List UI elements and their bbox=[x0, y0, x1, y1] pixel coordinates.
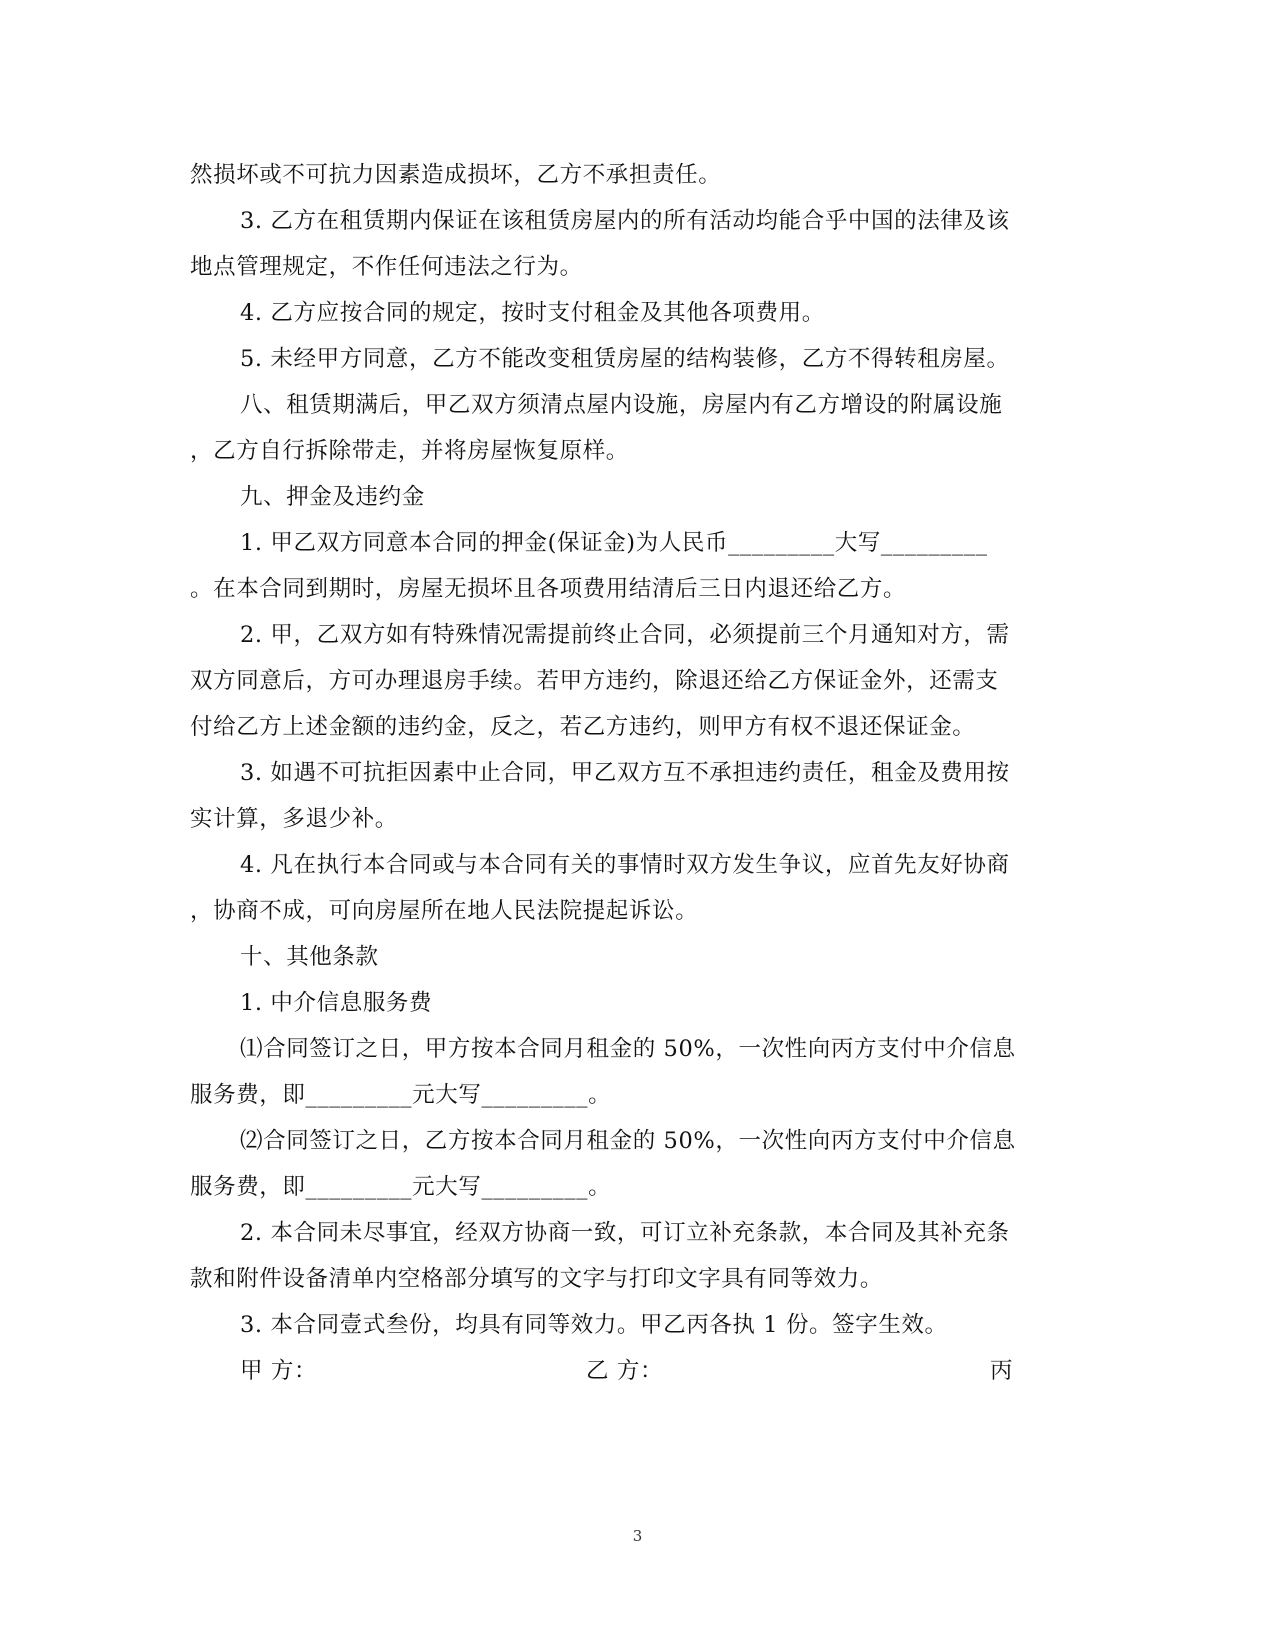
text-line: 。在本合同到期时，房屋无损坏且各项费用结清后三日内退还给乙方。 bbox=[190, 576, 907, 602]
text-line: ⑵合同签订之日，乙方按本合同月租金的 50%，一次性向丙方支付中介信息 bbox=[240, 1128, 1016, 1154]
text-line: 2. 甲，乙双方如有特殊情况需提前终止合同，必须提前三个月通知对方，需 bbox=[240, 622, 1010, 648]
text-line: 款和附件设备清单内空格部分填写的文字与打印文字具有同等效力。 bbox=[190, 1266, 884, 1292]
text-line: 实计算，多退少补。 bbox=[190, 806, 398, 832]
text-line: 双方同意后，方可办理退房手续。若甲方违约，除退还给乙方保证金外，还需支 bbox=[190, 668, 999, 694]
text-line: 地点管理规定，不作任何违法之行为。 bbox=[190, 254, 583, 280]
section-heading-8: 八、租赁期满后，甲乙双方须清点屋内设施，房屋内有乙方增设的附属设施 bbox=[240, 392, 1003, 418]
signature-party-a: 甲 方： bbox=[240, 1358, 318, 1384]
text-line: 服务费，即_________元大写_________。 bbox=[190, 1082, 612, 1108]
text-line: ⑴合同签订之日，甲方按本合同月租金的 50%，一次性向丙方支付中介信息 bbox=[240, 1036, 1016, 1062]
text-line: 2. 本合同未尽事宜，经双方协商一致，可订立补充条款，本合同及其补充条 bbox=[240, 1220, 1010, 1246]
text-line: 3. 本合同壹式叁份，均具有同等效力。甲乙丙各执 1 份。签字生效。 bbox=[240, 1312, 948, 1338]
text-line: 3. 如遇不可抗拒因素中止合同，甲乙双方互不承担违约责任，租金及费用按 bbox=[240, 760, 1010, 786]
text-line: 4. 凡在执行本合同或与本合同有关的事情时双方发生争议，应首先友好协商 bbox=[240, 852, 1010, 878]
section-heading-10: 十、其他条款 bbox=[240, 944, 379, 970]
text-line: 服务费，即_________元大写_________。 bbox=[190, 1174, 612, 1200]
text-line: 1. 中介信息服务费 bbox=[240, 990, 433, 1016]
text-line: ，协商不成，可向房屋所在地人民法院提起诉讼。 bbox=[190, 898, 699, 924]
text-line: ，乙方自行拆除带走，并将房屋恢复原样。 bbox=[190, 438, 629, 464]
text-line: 3. 乙方在租赁期内保证在该租赁房屋内的所有活动均能合乎中国的法律及该 bbox=[240, 208, 1010, 234]
text-line: 然损坏或不可抗力因素造成损坏，乙方不承担责任。 bbox=[190, 162, 722, 188]
page-number: 3 bbox=[632, 1527, 643, 1545]
section-heading-9: 九、押金及违约金 bbox=[240, 484, 425, 510]
text-line: 4. 乙方应按合同的规定，按时支付租金及其他各项费用。 bbox=[240, 300, 825, 326]
signature-party-c: 丙 bbox=[990, 1358, 1014, 1384]
signature-party-b: 乙 方： bbox=[586, 1358, 664, 1384]
text-line: 1. 甲乙双方同意本合同的押金(保证金)为人民币_________大写_________ bbox=[240, 530, 988, 556]
text-line: 5. 未经甲方同意，乙方不能改变租赁房屋的结构装修，乙方不得转租房屋。 bbox=[240, 346, 1010, 372]
text-line: 付给乙方上述金额的违约金，反之，若乙方违约，则甲方有权不退还保证金。 bbox=[190, 714, 976, 740]
